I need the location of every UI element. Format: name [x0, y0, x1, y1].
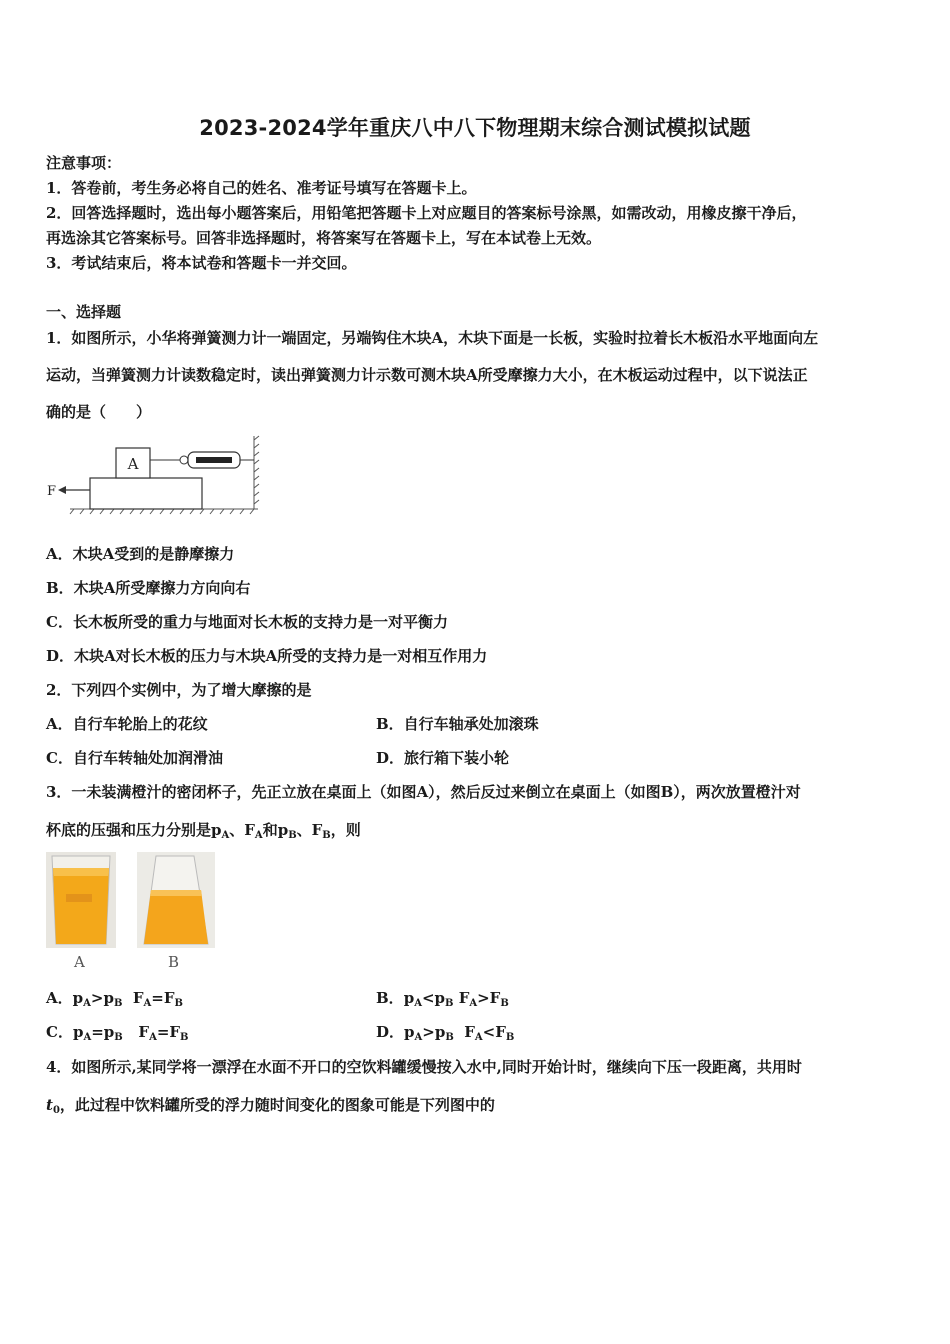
q4-stem-line-2: $t_0$，此过程中饮料罐所受的浮力随时间变化的图象可能是下列图中的	[46, 1096, 495, 1116]
q3-option-b: B．$p_A<p_B$ $F_A>F_B$	[376, 989, 509, 1009]
q1-stem-line-3: 确的是（ ）	[46, 403, 152, 421]
q2-option-c: C．自行车转轴处加润滑油	[46, 749, 223, 767]
q3-option-d: D．$p_A>p_B$ $F_A<F_B$	[376, 1023, 515, 1043]
notes-item-2: 2．回答选择题时，选出每小题答案后，用铅笔把答题卡上对应题目的答案标号涂黑，如需改动，用橡皮擦干净后，	[46, 204, 807, 222]
notes-heading: 注意事项：	[46, 154, 122, 172]
q3-option-c: C．$p_A=p_B$ $F_A=F_B$	[46, 1023, 189, 1043]
cup-a-label: A	[74, 953, 85, 971]
spring-scale	[150, 452, 254, 468]
cup-a	[46, 852, 116, 948]
q3-stem-line-2: 杯底的压强和压力分别是$p_A$、$F_A$和$p_B$、$F_B$，则	[46, 821, 361, 841]
q1-stem-line-1: 1．如图所示，小华将弹簧测力计一端固定，另端钩住木块A，木块下面是一长板，实验时拉着长木板沿水平地面向左	[46, 329, 819, 347]
q1-figure	[44, 432, 266, 516]
page-title: 2023-2024学年重庆八中八下物理期末综合测试模拟试题	[199, 116, 751, 140]
notes-item-1: 1．答卷前，考生务必将自己的姓名、准考证号填写在答题卡上。	[46, 179, 477, 197]
notes-item-3: 3．考试结束后，将本试卷和答题卡一并交回。	[46, 254, 357, 272]
q2-option-a: A．自行车轮胎上的花纹	[46, 715, 208, 733]
q3-stem-line-1: 3．一未装满橙汁的密闭杯子，先正立放在桌面上（如图A），然后反过来倒立在桌面上（如图B），两次放置橙汁对	[46, 783, 801, 801]
force-label: F	[47, 484, 57, 499]
q3-figure	[44, 850, 220, 972]
q1-option-d: D．木块A对长木板的压力与木块A所受的支持力是一对相互作用力	[46, 647, 488, 665]
notes-item-2-cont: 再选涂其它答案标号。回答非选择题时，将答案写在答题卡上，写在本试卷上无效。	[46, 229, 602, 247]
q1-option-c: C．长木板所受的重力与地面对长木板的支持力是一对平衡力	[46, 613, 448, 631]
q2-stem: 2．下列四个实例中，为了增大摩擦的是	[46, 681, 312, 699]
block-a-label: A	[127, 455, 139, 473]
q2-option-b: B．自行车轴承处加滚珠	[376, 715, 539, 733]
long-board	[90, 478, 202, 509]
cup-b	[137, 852, 215, 948]
q1-stem-line-2: 运动，当弹簧测力计读数稳定时，读出弹簧测力计示数可测木块A所受摩擦力大小，在木板运动过程中，以下说法正	[46, 366, 808, 384]
q4-stem-line-1: 4．如图所示,某同学将一漂浮在水面不开口的空饮料罐缓慢按入水中,同时开始计时，继续向下压一段距离，共用时	[46, 1058, 802, 1076]
q2-option-d: D．旅行箱下装小轮	[376, 749, 510, 767]
q3-option-a: A．$p_A>p_B$ $F_A=F_B$	[46, 989, 183, 1009]
q1-option-a: A．木块A受到的是静摩擦力	[46, 545, 235, 563]
force-arrow	[58, 486, 90, 494]
ground-hatching	[70, 509, 258, 514]
cup-b-label: B	[168, 953, 180, 971]
section-heading: 一、选择题	[46, 303, 122, 321]
wall	[254, 436, 259, 509]
q1-option-b: B．木块A所受摩擦力方向向右	[46, 579, 251, 597]
